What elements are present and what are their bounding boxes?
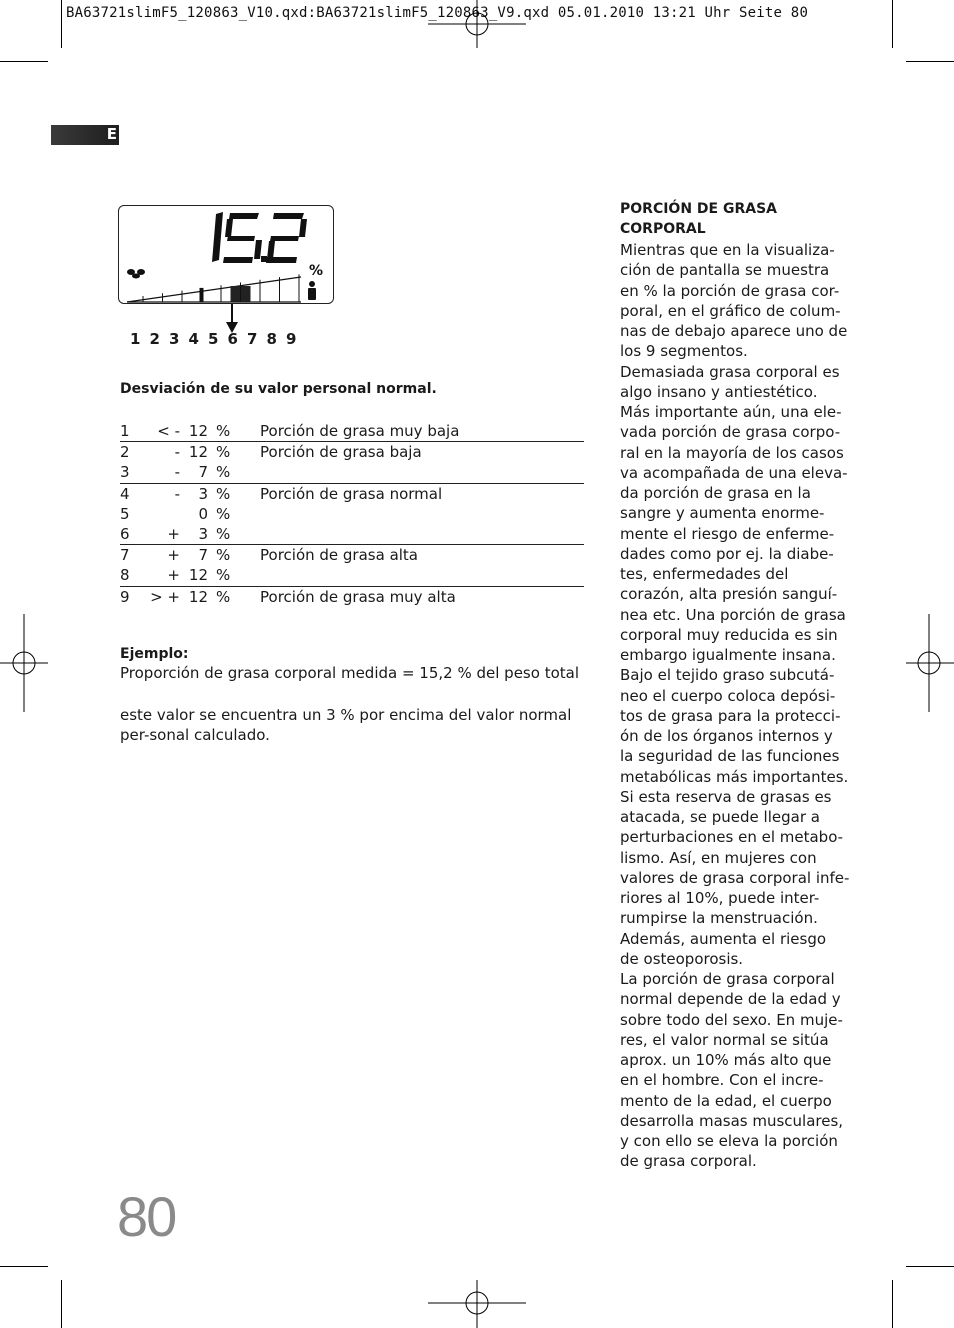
- crop-mark-tr-v: [892, 0, 893, 48]
- deviation-row: [120, 462, 584, 483]
- sidebar-line: la seguridad de las funciones: [620, 747, 840, 766]
- deviation-unit: %: [216, 546, 231, 565]
- sidebar-line: ón de los órganos internos y: [620, 727, 833, 745]
- deviation-value: 12: [186, 565, 208, 586]
- page-number: 80: [117, 1185, 176, 1248]
- sidebar-line: atacada, se puede llegar a: [620, 808, 820, 826]
- deviation-sign: > +: [150, 587, 180, 606]
- deviation-number: 2: [120, 443, 130, 462]
- deviation-sign: +: [167, 546, 180, 565]
- segment-number: 2: [149, 330, 160, 348]
- deviation-sign: +: [148, 524, 186, 545]
- deviation-row: [120, 545, 584, 566]
- sidebar-line: sobre todo del sexo. En muje-: [620, 1010, 843, 1029]
- segment-number: 3: [169, 330, 180, 348]
- deviation-value: 12: [188, 443, 208, 462]
- deviation-value: 0: [198, 504, 208, 523]
- sidebar-line: de grasa corporal.: [620, 1152, 757, 1171]
- language-tab: [51, 125, 119, 145]
- sidebar-line: desarrolla masas musculares,: [620, 1111, 844, 1130]
- sidebar-line: corporal muy reducida es sin: [620, 625, 838, 644]
- crop-mark-br-h: [906, 1266, 954, 1267]
- example-line-1: Proporción de grasa corporal medida = 15,2 % del peso total: [120, 664, 579, 682]
- sidebar-line: los 9 segmentos.: [620, 342, 748, 361]
- deviation-number: 3: [120, 462, 148, 483]
- registration-mark-bottom: [428, 1280, 526, 1328]
- sidebar-line: y con ello se eleva la porción: [620, 1132, 838, 1150]
- sidebar-title: PORCIÓN DE GRASA CORPORAL: [620, 201, 778, 238]
- deviation-title: Desviación de su valor personal normal.: [120, 381, 437, 397]
- sidebar-line: metabólicas más importantes.: [620, 767, 849, 786]
- deviation-label: Porción de grasa alta: [260, 546, 418, 565]
- sidebar-line: Demasiada grasa corporal es: [620, 362, 840, 381]
- lcd-percent-symbol: %: [309, 263, 324, 279]
- deviation-unit: %: [208, 421, 260, 442]
- language-tab-label: E: [106, 125, 117, 143]
- print-slug: BA63721slimF5_120863_V10.qxd:BA63721slimF5_120863_V9.qxd 05.01.2010 13:21 Uhr Seite 80: [66, 5, 809, 21]
- sidebar-line: mente el riesgo de enferme-: [620, 524, 835, 543]
- crop-mark-tl-h: [0, 61, 48, 62]
- segment-number: 1: [130, 330, 141, 348]
- sidebar-line: corazón, alta presión sanguí-: [620, 585, 838, 604]
- deviation-label: [260, 524, 584, 545]
- sidebar-line: nea etc. Una porción de grasa: [620, 605, 846, 624]
- registration-mark-top: [428, 0, 526, 48]
- segment-number: 9: [286, 330, 297, 348]
- sidebar-line: de osteoporosis.: [620, 949, 744, 968]
- sidebar-line: tos de grasa para la protecci-: [620, 706, 841, 725]
- sidebar-line: Mientras que en la visualiza-: [620, 241, 835, 259]
- example-title: Ejemplo:: [120, 646, 189, 662]
- deviation-number: 7: [120, 546, 130, 565]
- deviation-number: 5: [120, 504, 130, 523]
- deviation-number: 8: [120, 565, 148, 586]
- deviation-sign: < -: [148, 421, 186, 442]
- deviation-value: 12: [186, 421, 208, 442]
- deviation-unit: %: [216, 504, 231, 523]
- registration-mark-left: [0, 614, 48, 712]
- deviation-row: [120, 504, 584, 524]
- sidebar-line: ción de pantalla se muestra: [620, 261, 830, 280]
- deviation-value: 7: [186, 462, 208, 483]
- weight-icon: [127, 269, 145, 279]
- deviation-row: [120, 421, 584, 442]
- sidebar-body: [620, 240, 850, 1172]
- sidebar-line: La porción de grasa corporal: [620, 970, 835, 988]
- sidebar-line: Más importante aún, una ele-: [620, 403, 842, 421]
- deviation-number: 6: [120, 524, 148, 545]
- deviation-sign: -: [148, 462, 186, 483]
- deviation-unit: %: [216, 587, 231, 606]
- deviation-value: 12: [188, 587, 208, 606]
- deviation-unit: %: [216, 484, 231, 503]
- sidebar-line: aprox. un 10% más alto que: [620, 1051, 832, 1069]
- sidebar-line: lismo. Así, en mujeres con: [620, 848, 817, 867]
- deviation-number: 1: [120, 421, 148, 442]
- deviation-unit: %: [208, 565, 260, 586]
- deviation-value: 3: [186, 524, 208, 545]
- segment-number: 5: [208, 330, 219, 348]
- crop-mark-bl-h: [0, 1266, 48, 1267]
- sidebar-line: Además, aumenta el riesgo: [620, 929, 827, 948]
- deviation-label: [260, 565, 584, 586]
- crop-mark-bl-v: [61, 1280, 62, 1328]
- deviation-value: 7: [198, 546, 208, 565]
- crop-mark-tr-h: [906, 61, 954, 62]
- sidebar-line: mento de la edad, el cuerpo: [620, 1091, 832, 1110]
- deviation-label: [260, 462, 584, 483]
- sidebar-line: embargo igualmente insana.: [620, 646, 836, 664]
- deviation-number: 9: [120, 587, 130, 606]
- deviation-label: Porción de grasa baja: [260, 443, 422, 462]
- deviation-row: [120, 442, 584, 463]
- sidebar-line: en el hombre. Con el incre-: [620, 1071, 824, 1090]
- segment-number: 4: [188, 330, 199, 348]
- segment-number: 7: [247, 330, 258, 348]
- deviation-unit: %: [208, 524, 260, 545]
- lcd-digits: [212, 212, 307, 263]
- sidebar-line: vada porción de grasa corpo-: [620, 423, 841, 442]
- sidebar-line: rumpirse la menstruación.: [620, 909, 818, 928]
- crop-mark-tl-v: [61, 0, 62, 48]
- sidebar-line: valores de grasa corporal infe-: [620, 868, 850, 887]
- sidebar-line: algo insano y antiestético.: [620, 382, 818, 401]
- deviation-label: Porción de grasa muy baja: [260, 421, 584, 442]
- deviation-row: [120, 524, 584, 545]
- segment-bar: [127, 277, 301, 302]
- segment-columns: [143, 274, 299, 302]
- person-icon: [308, 281, 316, 300]
- sidebar-line: da porción de grasa en la: [620, 484, 811, 502]
- segment-number: 8: [266, 330, 277, 348]
- deviation-number: 4: [120, 484, 130, 503]
- deviation-row: [120, 483, 584, 504]
- deviation-sign: +: [148, 565, 186, 586]
- deviation-label: [260, 504, 584, 524]
- registration-mark-right: [906, 614, 954, 712]
- sidebar-line: nas de debajo aparece uno de: [620, 322, 848, 340]
- deviation-label: Porción de grasa muy alta: [260, 587, 456, 606]
- segment-number: 6: [227, 330, 238, 348]
- deviation-value: 3: [198, 484, 208, 503]
- deviation-unit: %: [208, 462, 260, 483]
- sidebar-line: en % la porción de grasa cor-: [620, 281, 840, 300]
- deviation-label: Porción de grasa normal: [260, 484, 443, 503]
- crop-mark-br-v: [892, 1280, 893, 1328]
- sidebar-line: neo el cuerpo coloca depósi-: [620, 686, 836, 705]
- deviation-unit: %: [216, 443, 231, 462]
- sidebar-line: ral en la mayoría de los casos: [620, 443, 844, 462]
- deviation-row: [120, 565, 584, 586]
- scale-display: [118, 205, 334, 304]
- sidebar-line: sangre y aumenta enorme-: [620, 504, 825, 523]
- deviation-row: [120, 586, 584, 607]
- deviation-sign: -: [174, 484, 180, 503]
- sidebar-line: poral, en el gráfico de colum-: [620, 301, 841, 320]
- sidebar-line: dades como por ej. la diabe-: [620, 544, 834, 563]
- deviation-sign: [148, 504, 186, 524]
- sidebar-line: Bajo el tejido graso subcutá-: [620, 666, 835, 685]
- example-line-2: este valor se encuentra un 3 % por encima del valor normal per-sonal calculado.: [120, 706, 572, 745]
- sidebar-line: normal depende de la edad y: [620, 990, 841, 1009]
- sidebar-line: riores al 10%, puede inter-: [620, 889, 820, 907]
- sidebar-line: va acompañada de una eleva-: [620, 463, 848, 482]
- sidebar-line: perturbaciones en el metabo-: [620, 828, 844, 847]
- segment-numbers: [130, 330, 306, 348]
- deviation-table: [120, 421, 584, 607]
- deviation-sign: -: [174, 443, 180, 462]
- sidebar-line: res, el valor normal se sitúa: [620, 1030, 829, 1049]
- sidebar-line: Si esta reserva de grasas es: [620, 787, 832, 806]
- sidebar-line: tes, enfermedades del: [620, 565, 789, 583]
